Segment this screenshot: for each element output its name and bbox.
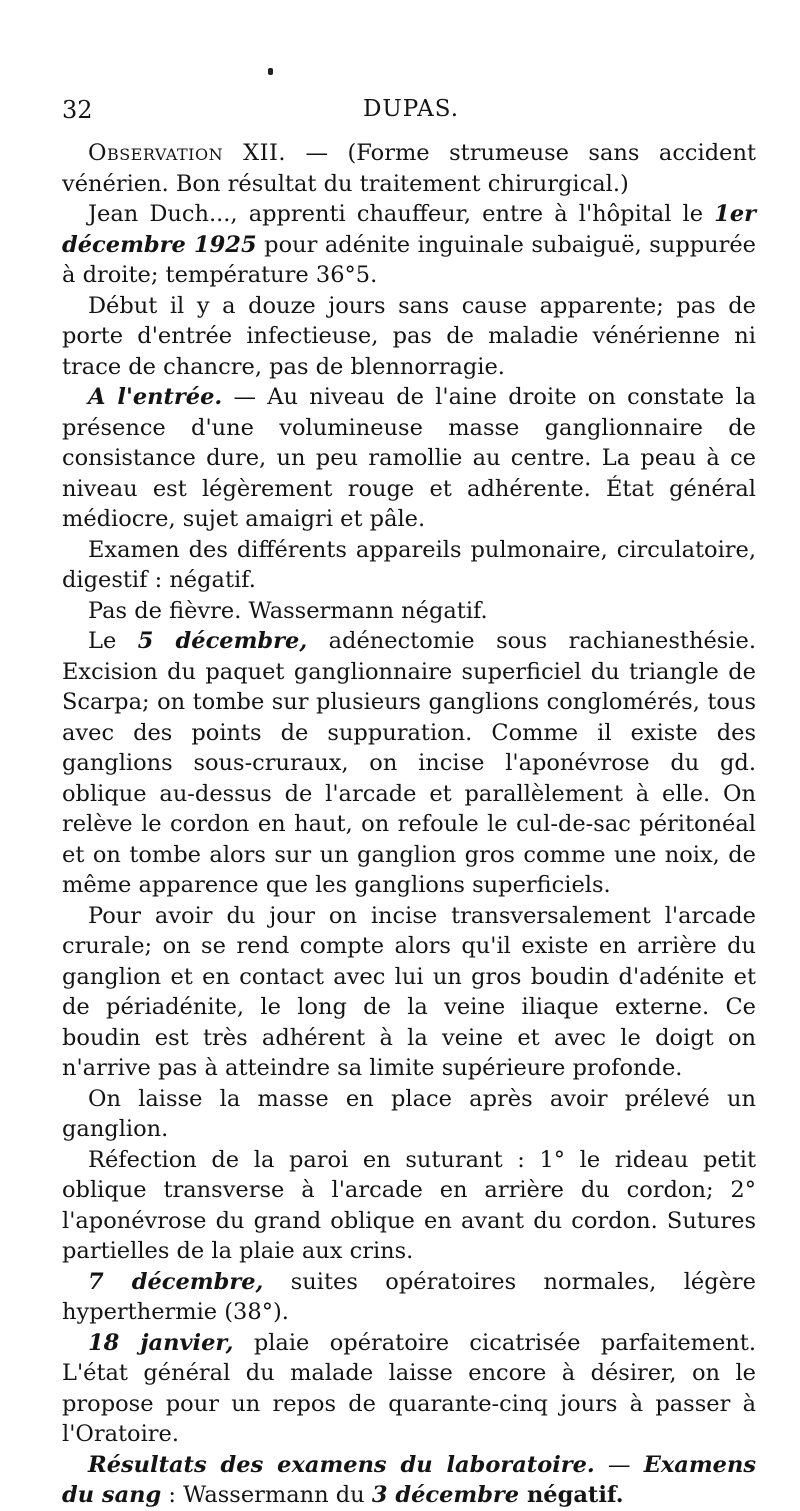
admission-paragraph [62,199,756,291]
ink-speck [268,68,273,75]
incision-paragraph: Pour avoir du jour on incise transversalement l'arcade crurale; on se rend compte alors qu'il existe en arrière du ganglion et en contact avec lui un gros boudin d'adénite et de périadénite, le long de la veine iliaque externe. Ce boudin est très adhérent à la veine et avec le doigt on n'arrive pas à atteindre sa limite supérieure profonde. [62,902,756,1081]
entry-text: — Au niveau de l'aine droite on constate la présence d'une volumineuse masse ganglionnaire de consistance dure, un peu ramollie au centre. La peau à ce niveau est légèrement rouge et adhérente. État général médiocre, sujet amaigri et pâle. [62,384,756,532]
entry-label: A l'entrée. [88,384,223,410]
surgery-date: 5 décembre, [137,628,308,654]
onset-paragraph: Début il y a douze jours sans cause apparente; pas de porte d'entrée infectieuse, pas de maladie vénérienne ni trace de chancre, pas de blennorragie. [62,292,756,380]
postop-date: 7 décembre, [88,1268,264,1295]
surgery-paragraph [62,626,756,901]
fever-paragraph: Pas de fièvre. Wassermann négatif. [88,597,488,624]
lab-result: négatif. [519,1482,624,1508]
followup-date: 18 janvier, [88,1329,234,1356]
blood-exam-label: Examens du sang [62,1451,756,1508]
observation-title: — (Forme strumeuse sans accident vénérien. Bon résultat du traitement chirurgical.) [62,140,756,197]
followup-text: plaie opératoire cicatrisée parfaitement. L'état général du malade laisse encore à désirer, on le propose pour un repos de quarante-cinq jours à passer à l'Oratoire. [62,1329,756,1447]
admission-date: 1er décembre 1925 [62,201,756,258]
running-title: DUPAS. [362,96,460,122]
mass-paragraph: On laisse la masse en place après avoir prélevé un ganglion. [62,1085,756,1142]
lab-date: 3 décembre [371,1482,520,1508]
followup-paragraph [62,1328,756,1450]
page-body [62,138,756,1511]
postop-paragraph [62,1267,756,1328]
postop-text: suites opératoires normales, légère hyperthermie (38°). [62,1268,756,1325]
lab-results-label: Résultats des examens du laboratoire. [88,1451,595,1478]
lab-text: : Wassermann du [161,1482,372,1508]
repair-paragraph: Réfection de la paroi en suturant : 1° le rideau petit oblique transverse à l'arcade en arrière du cordon; 2° l'aponévrose du grand oblique en avant du cordon. Sutures partielles de la plaie aux crins. [62,1146,756,1264]
admission-text: Jean Duch..., apprenti chauffeur, entre à l'hôpital le [88,201,715,227]
observation-label: Observation XII. [88,140,287,166]
surgery-text: adénectomie sous rachianesthésie. Excision du paquet ganglionnaire superficiel du triangle de Scarpa; on tombe sur plusieurs ganglions conglomérés, tous avec des points de suppuration. Comme il existe des ganglions sous-cruraux, on incise l'aponévrose du gd. oblique au-dessus de l'arcade et parallèlement à elle. On relève le cordon en haut, on refoule le cul-de-sac péritonéal et on tombe alors sur un ganglion gros comme une noix, de même apparence que les ganglions superficiels. [62,628,756,898]
admission-text-rest: pour adénite inguinale subaiguë, suppurée à droite; température 36°5. [62,231,756,288]
systems-exam-paragraph: Examen des différents appareils pulmonaire, circulatoire, digestif : négatif. [62,536,756,593]
observation-heading [62,138,756,199]
entry-exam-paragraph [62,382,756,535]
lab-results-paragraph [62,1450,756,1511]
lab-dash: — [594,1451,644,1478]
surgery-text-start: Le [88,628,138,654]
page-number: 32 [62,96,93,124]
page-header [62,96,760,128]
